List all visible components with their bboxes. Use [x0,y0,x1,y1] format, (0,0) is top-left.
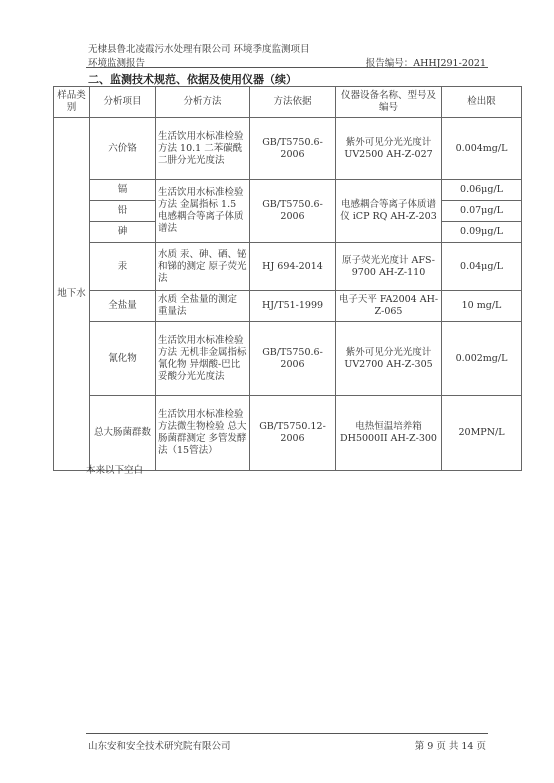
section-title: 二、监测技术规范、依据及使用仪器（续） [88,73,297,86]
monitoring-table [53,86,522,471]
analysis-item: 全盐量 [90,291,156,322]
table-header-row [54,87,522,118]
header-cell: 分析方法 [156,87,250,118]
analysis-item: 六价铬 [90,118,156,180]
report-number: 报告编号：AHHJ291-2021 [365,58,486,69]
analysis-method: 生活饮用水标准检验方法 金属指标 1.5 电感耦合等离子体质谱法 [156,180,250,243]
table-row [54,396,522,471]
analysis-method: 水质 汞、砷、硒、铋和锑的测定 原子荧光法 [156,243,250,291]
table-row [54,180,522,201]
method-basis: GB/T5750.6-2006 [250,180,336,243]
header-line-2: 环境监测报告 [88,58,146,69]
method-basis: GB/T5750.12-2006 [250,396,336,471]
instrument: 电热恒温培养箱 DH5000II AH-Z-300 [336,396,442,471]
analysis-item: 总大肠菌群数 [90,396,156,471]
analysis-method: 水质 全盐量的测定 重量法 [156,291,250,322]
instrument: 紫外可见分光光度计 UV2500 AH-Z-027 [336,118,442,180]
header-cell: 仪器设备名称、型号及编号 [336,87,442,118]
end-of-content-note: 本来以下空白 [86,465,144,476]
analysis-item: 砷 [90,222,156,243]
detection-limit: 10 mg/L [442,291,522,322]
sample-category: 地下水 [54,118,90,471]
detection-limit: 0.04μg/L [442,243,522,291]
footer-divider [86,733,488,734]
table-row [54,322,522,396]
detection-limit: 0.07μg/L [442,201,522,222]
method-basis: GB/T5750.6-2006 [250,118,336,180]
analysis-item: 镉 [90,180,156,201]
header-cell: 检出限 [442,87,522,118]
instrument: 电感耦合等离子体质谱仪 iCP RQ AH-Z-203 [336,180,442,243]
method-basis: GB/T5750.6-2006 [250,322,336,396]
method-basis: HJ/T51-1999 [250,291,336,322]
analysis-method: 生活饮用水标准检验方法微生物检验 总大肠菌群测定 多管发酵法（15管法） [156,396,250,471]
table-row [54,118,522,180]
header-cell: 分析项目 [90,87,156,118]
detection-limit: 20MPN/L [442,396,522,471]
instrument: 电子天平 FA2004 AH-Z-065 [336,291,442,322]
footer-organization: 山东安和安全技术研究院有限公司 [88,741,231,752]
instrument: 紫外可见分光光度计 UV2700 AH-Z-305 [336,322,442,396]
analysis-item: 汞 [90,243,156,291]
table-row [54,243,522,291]
detection-limit: 0.09μg/L [442,222,522,243]
page-number: 第 9 页 共 14 页 [414,741,486,752]
analysis-item: 氰化物 [90,322,156,396]
header-cell: 方法依据 [250,87,336,118]
analysis-method: 生活饮用水标准检验方法 10.1 二苯碳酰二肼分光光度法 [156,118,250,180]
instrument: 原子荧光光度计 AFS-9700 AH-Z-110 [336,243,442,291]
analysis-item: 铅 [90,201,156,222]
header-divider [86,67,488,68]
method-basis: HJ 694-2014 [250,243,336,291]
header-line-1: 无棣县鲁北凌霞污水处理有限公司 环境季度监测项目 [88,44,310,55]
detection-limit: 0.06μg/L [442,180,522,201]
analysis-method: 生活饮用水标准检验方法 无机非金属指标 氰化物 异烟酸-巴比妥酸分光光度法 [156,322,250,396]
header-cell: 样品类别 [54,87,90,118]
detection-limit: 0.004mg/L [442,118,522,180]
table-row [54,291,522,322]
detection-limit: 0.002mg/L [442,322,522,396]
